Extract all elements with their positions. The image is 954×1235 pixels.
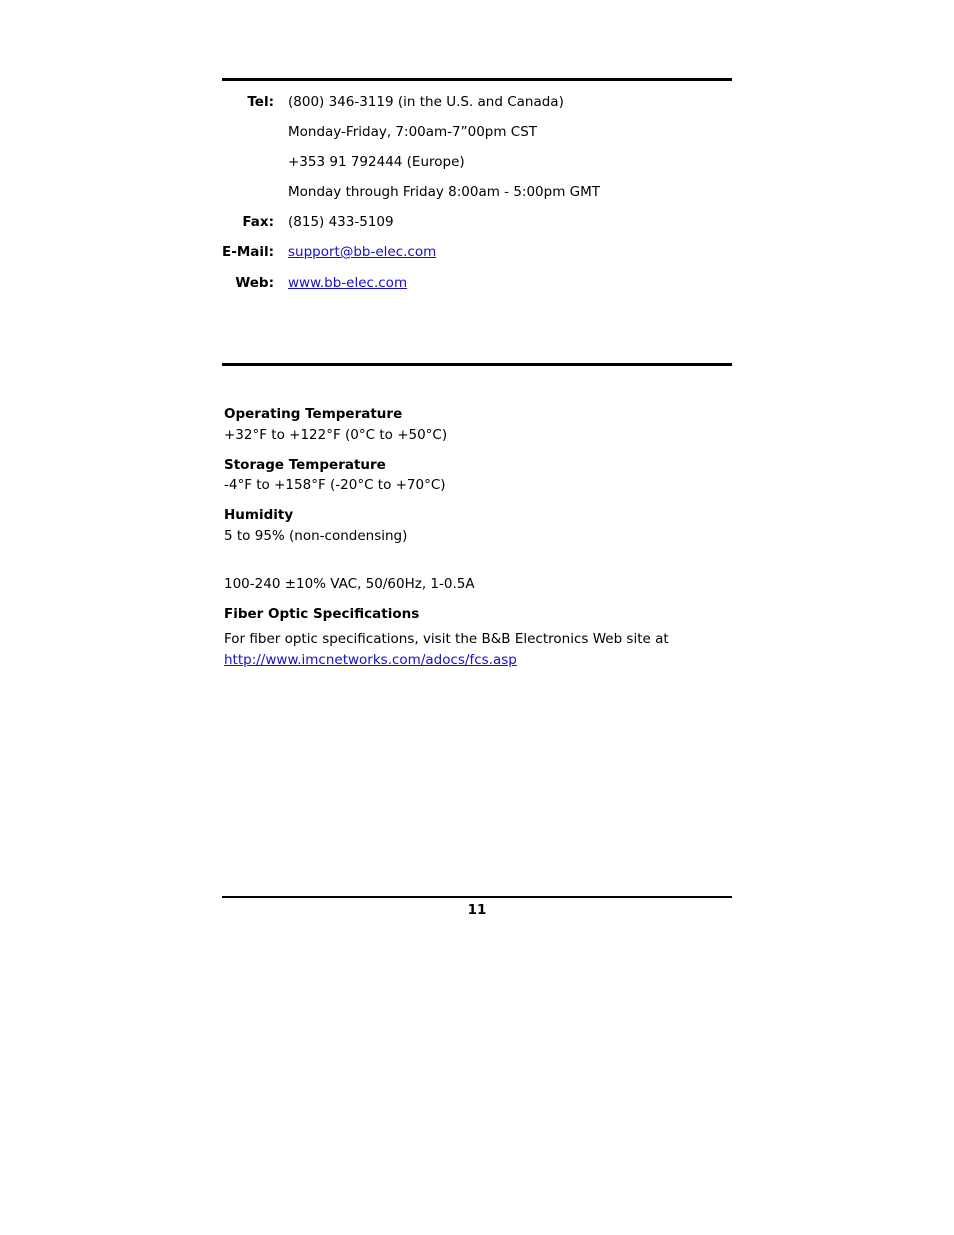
fiber-optic-text: For fiber optic specifications, visit the B&B Electronics Web site at <box>224 631 669 647</box>
tel-us-hours: Monday-Friday, 7:00am-7”00pm CST <box>288 124 538 140</box>
humidity-heading: Humidity <box>224 507 294 523</box>
fax-label: Fax: <box>242 214 274 230</box>
fiber-optic-link[interactable]: http://www.imcnetworks.com/adocs/fcs.asp <box>224 652 517 668</box>
web-link[interactable]: www.bb-elec.com <box>288 275 408 291</box>
humidity-value: 5 to 95% (non-condensing) <box>224 528 408 544</box>
storage-temperature-heading: Storage Temperature <box>224 457 386 473</box>
storage-temperature-value: -4°F to +158°F (-20°C to +70°C) <box>224 477 446 493</box>
top-divider <box>222 78 732 81</box>
operating-temperature-value: +32°F to +122°F (0°C to +50°C) <box>224 427 448 443</box>
fiber-optic-heading: Fiber Optic Specifications <box>224 606 420 622</box>
web-label: Web: <box>235 275 274 291</box>
section-divider <box>222 363 732 366</box>
tel-label: Tel: <box>247 94 274 110</box>
power-value: 100-240 ±10% VAC, 50/60Hz, 1-0.5A <box>224 576 475 592</box>
operating-temperature-heading: Operating Temperature <box>224 406 403 422</box>
fiber-optic-link-row <box>224 650 517 670</box>
footer-divider <box>222 896 732 898</box>
page-number: 11 <box>467 902 487 918</box>
fax-value: (815) 433-5109 <box>288 214 394 230</box>
tel-europe-hours: Monday through Friday 8:00am - 5:00pm GMT <box>288 184 601 200</box>
email-link[interactable]: support@bb-elec.com <box>288 244 437 260</box>
tel-europe: +353 91 792444 (Europe) <box>288 154 465 170</box>
tel-us-canada: (800) 346-3119 (in the U.S. and Canada) <box>288 94 564 110</box>
email-label: E-Mail: <box>222 244 275 260</box>
